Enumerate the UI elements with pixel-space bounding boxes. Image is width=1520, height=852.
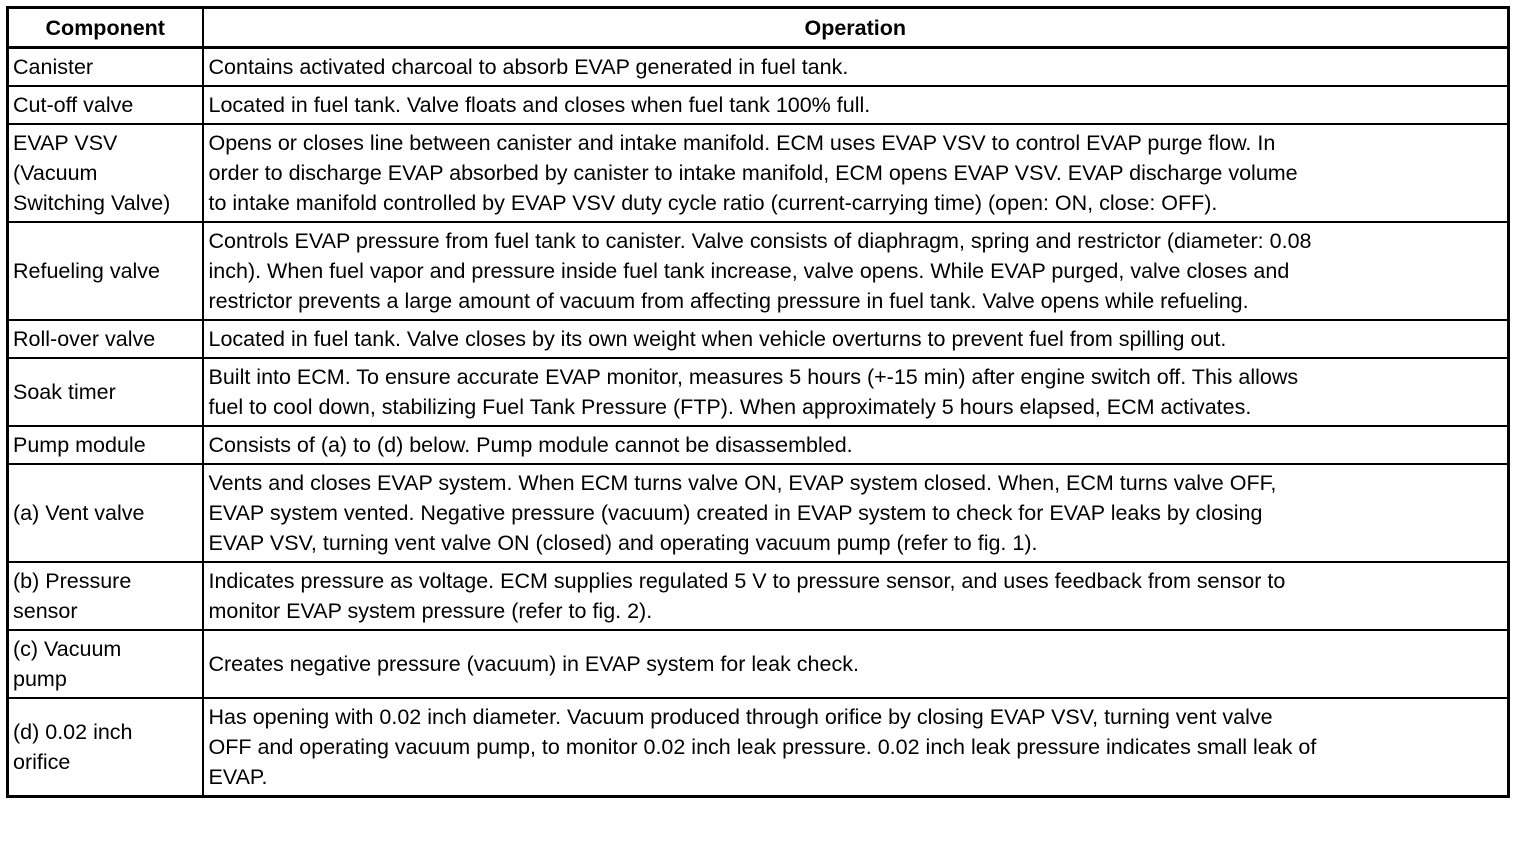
- component-cell: Canister: [8, 48, 203, 87]
- component-cell: (a) Vent valve: [8, 464, 203, 562]
- operation-cell: Controls EVAP pressure from fuel tank to canister. Valve consists of diaphragm, spring and restrictor (diameter: 0.08 inch). When fuel vapor and pressure inside fuel tank increase, valve opens. While EVAP purged, valve closes and restrictor prevents a large amount of vacuum from affecting pressure in fuel tank. Valve opens while refueling.: [203, 222, 1509, 320]
- table-row: [8, 320, 1509, 358]
- table-row: [8, 426, 1509, 464]
- component-cell: Refueling valve: [8, 222, 203, 320]
- component-cell: (d) 0.02 inch orifice: [8, 698, 203, 797]
- operation-cell: Opens or closes line between canister and intake manifold. ECM uses EVAP VSV to control EVAP purge flow. In order to discharge EVAP absorbed by canister to intake manifold, ECM opens EVAP VSV. EVAP discharge volume to intake manifold controlled by EVAP VSV duty cycle ratio (current-carrying time) (open: ON, close: OFF).: [203, 124, 1509, 222]
- component-column-header: Component: [8, 8, 203, 48]
- component-cell: (b) Pressure sensor: [8, 562, 203, 630]
- evap-component-table: [6, 6, 1510, 798]
- table-row: [8, 222, 1509, 320]
- operation-cell: Built into ECM. To ensure accurate EVAP monitor, measures 5 hours (+-15 min) after engine switch off. This allows fuel to cool down, stabilizing Fuel Tank Pressure (FTP). When approximately 5 hours elapsed, ECM activates.: [203, 358, 1509, 426]
- operation-cell: Located in fuel tank. Valve floats and closes when fuel tank 100% full.: [203, 86, 1509, 124]
- component-cell: Cut-off valve: [8, 86, 203, 124]
- operation-cell: Contains activated charcoal to absorb EVAP generated in fuel tank.: [203, 48, 1509, 87]
- table-row: [8, 86, 1509, 124]
- component-cell: Pump module: [8, 426, 203, 464]
- operation-cell: Consists of (a) to (d) below. Pump module cannot be disassembled.: [203, 426, 1509, 464]
- table-row: [8, 630, 1509, 698]
- table-row: [8, 124, 1509, 222]
- table-row: [8, 358, 1509, 426]
- operation-cell: Creates negative pressure (vacuum) in EVAP system for leak check.: [203, 630, 1509, 698]
- component-cell: (c) Vacuum pump: [8, 630, 203, 698]
- table-row: [8, 698, 1509, 797]
- operation-cell: Vents and closes EVAP system. When ECM turns valve ON, EVAP system closed. When, ECM turns valve OFF, EVAP system vented. Negative pressure (vacuum) created in EVAP system to check for EVAP leaks by closing EVAP VSV, turning vent valve ON (closed) and operating vacuum pump (refer to fig. 1).: [203, 464, 1509, 562]
- operation-cell: Indicates pressure as voltage. ECM supplies regulated 5 V to pressure sensor, and uses feedback from sensor to monitor EVAP system pressure (refer to fig. 2).: [203, 562, 1509, 630]
- component-cell: Soak timer: [8, 358, 203, 426]
- component-cell: EVAP VSV (Vacuum Switching Valve): [8, 124, 203, 222]
- operation-cell: Has opening with 0.02 inch diameter. Vacuum produced through orifice by closing EVAP VSV, turning vent valve OFF and operating vacuum pump, to monitor 0.02 inch leak pressure. 0.02 inch leak pressure indicates small leak of EVAP.: [203, 698, 1509, 797]
- table-header-row: [8, 8, 1509, 48]
- table-row: [8, 464, 1509, 562]
- table-row: [8, 562, 1509, 630]
- operation-cell: Located in fuel tank. Valve closes by its own weight when vehicle overturns to prevent fuel from spilling out.: [203, 320, 1509, 358]
- table-row: [8, 48, 1509, 87]
- component-cell: Roll-over valve: [8, 320, 203, 358]
- operation-column-header: Operation: [203, 8, 1509, 48]
